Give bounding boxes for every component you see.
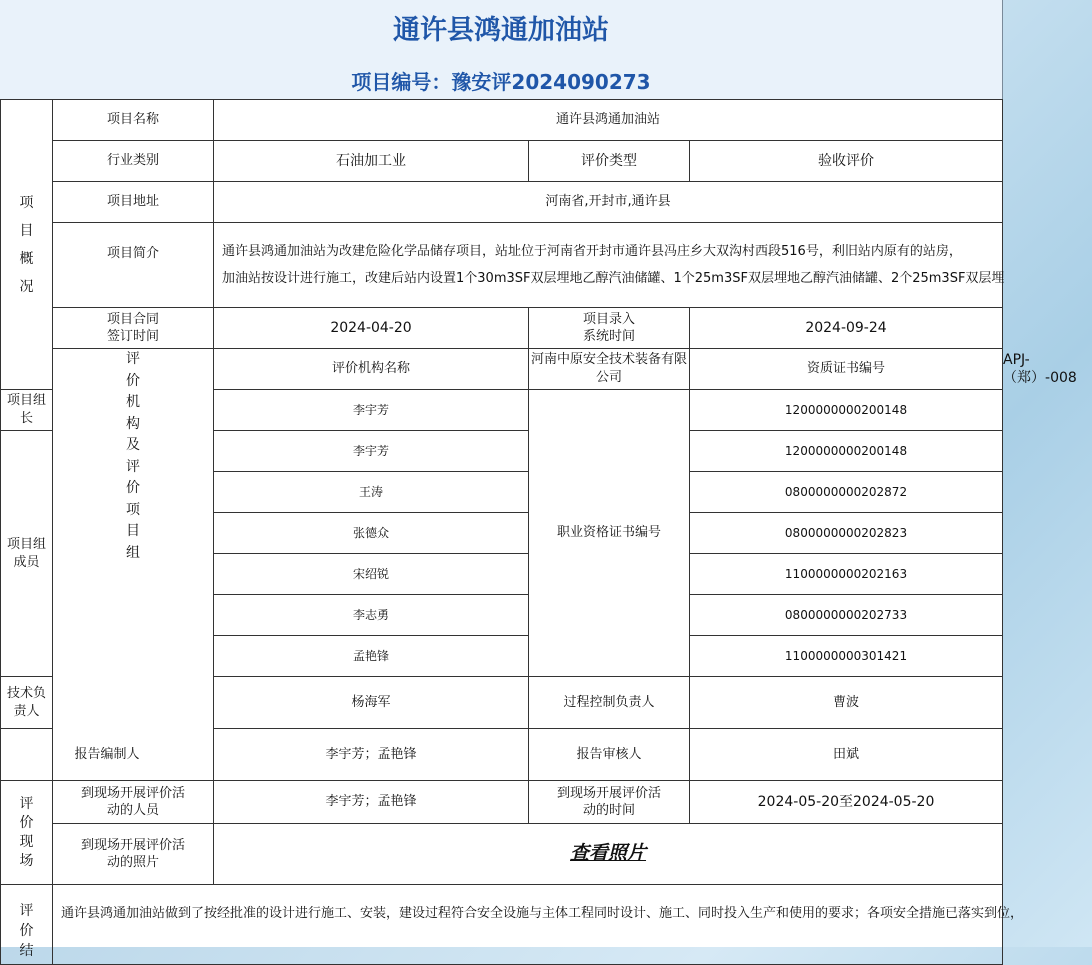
member-cert: 1100000000202163	[690, 554, 1003, 595]
report-header	[0, 0, 1002, 100]
prof-cert-label: 职业资格证书编号	[529, 390, 690, 677]
entry-date-label: 项目录入系统时间	[529, 308, 690, 349]
member-name: 宋绍锐	[214, 554, 529, 595]
page-title: 通许县鸿通加油站	[393, 15, 609, 46]
member-name: 孟艳锋	[214, 636, 529, 677]
intro-value	[214, 223, 1003, 308]
site-time-label: 到现场开展评价活动的时间	[529, 781, 690, 824]
industry-value: 石油加工业	[214, 141, 529, 182]
section-org-label: 评价机构及评价项目组	[53, 349, 214, 781]
tech-lead-value: 杨海军	[214, 677, 529, 729]
contract-date-label: 项目合同签订时间	[53, 308, 214, 349]
report-author-label: 报告编制人	[1, 729, 214, 781]
member-cert: 0800000000202823	[690, 513, 1003, 554]
site-photos-label: 到现场开展评价活动的照片	[53, 824, 214, 885]
member-cert: 0800000000202733	[690, 595, 1003, 636]
member-name: 王涛	[214, 472, 529, 513]
member-cert: 1200000000200148	[690, 431, 1003, 472]
entry-date-value: 2024-09-24	[690, 308, 1003, 349]
project-name-value: 通许县鸿通加油站	[214, 100, 1003, 141]
industry-label: 行业类别	[53, 141, 214, 182]
report-author-value: 李宇芳；孟艳锋	[214, 729, 529, 781]
member-name: 李志勇	[214, 595, 529, 636]
report-reviewer-value: 田斌	[690, 729, 1003, 781]
member-name: 李宇芳	[214, 431, 529, 472]
section-conclusion-label: 评价结	[1, 885, 53, 965]
intro-label: 项目简介	[53, 223, 214, 308]
intro-line-1: 通许县鸿通加油站为改建危险化学品储存项目，站址位于河南省开封市通许县冯庄乡大双沟村西段516号，利旧站内原有的站房，	[222, 244, 962, 259]
contract-date-value: 2024-04-20	[214, 308, 529, 349]
section-overview-label: 项目概况	[1, 100, 53, 390]
site-people-label: 到现场开展评价活动的人员	[53, 781, 214, 824]
eval-type-label: 评价类型	[529, 141, 690, 182]
site-people-value: 李宇芳；孟艳锋	[214, 781, 529, 824]
report-reviewer-label: 报告审核人	[529, 729, 690, 781]
site-photos-cell	[214, 824, 1003, 885]
section-site-label: 评价现场	[1, 781, 53, 885]
member-cert: 0800000000202872	[690, 472, 1003, 513]
team-leader-label: 项目组长	[1, 390, 53, 431]
tech-lead-label: 技术负责人	[1, 677, 53, 729]
project-info-table: 项目概况 项目名称 通许县鸿通加油站 行业类别 石油加工业 评价类型 验收评价 项目地址 河南省,开封市,通许县 项目简介 通许县鸿通加油站为改建危险化学品储存项目，站址位于河南省开封市通许县冯庄乡大双沟村西段516号，利旧站内原有的站房， 加油站按设计进行施工，改建后站内设置1个30m3SF双层埋地乙醇汽油储罐、1个25m3SF双层埋地乙醇汽油储罐、2个25m3SF双层埋 项目合同签订时间 2024-04-20 项目录入系统时间 2024-09-24 评价机构及评价项目组 评价机构名称 河南中原安全技术装备有限公司 资质证书编号 APJ-（郑）-008 项目组长 李宇芳 职业资格证书编号 1200000000200148 项目组成员 李宇芳 1200000000200148 王涛 0800000000202872 张德众 0800000000202823 宋绍锐 1100000000202163 李志勇 0800000000202733 孟艳锋 1100000000301421 技术负责人 杨海军 过程控制负责人 曹波 报告编制人 李宇芳；孟艳锋 报告审核人 田斌 评价现场 到现场开展评价活动的人员 李宇芳；孟艳锋 到现场开展评价活动的时间 2024-05-20至2024-05-20 到现场开展评价活动的照片 查看照片 评价结 通许县鸿通加油站做到了按经批准的设计进行施工、安装，建设过程符合安全设施与主体工程同时设计、施工、同时投入生产和使用的要求；各项安全措施已落实到位，	[0, 99, 1003, 965]
process-lead-label: 过程控制负责人	[529, 677, 690, 729]
address-label: 项目地址	[53, 182, 214, 223]
team-leader-cert: 1200000000200148	[690, 390, 1003, 431]
team-leader-name: 李宇芳	[214, 390, 529, 431]
process-lead-value: 曹波	[690, 677, 1003, 729]
conclusion-text: 通许县鸿通加油站做到了按经批准的设计进行施工、安装，建设过程符合安全设施与主体工程同时设计、施工、同时投入生产和使用的要求；各项安全措施已落实到位，	[53, 885, 1003, 965]
team-members-label: 项目组成员	[1, 431, 53, 677]
qual-cert-label: 资质证书编号	[690, 349, 1003, 390]
intro-line-2: 加油站按设计进行施工，改建后站内设置1个30m3SF双层埋地乙醇汽油储罐、1个25m3SF双层埋地乙醇汽油储罐、2个25m3SF双层埋	[222, 271, 1005, 286]
view-photos-link[interactable]: 查看照片	[570, 841, 647, 864]
project-code: 项目编号：豫安评2024090273	[351, 70, 651, 94]
site-time-value: 2024-05-20至2024-05-20	[690, 781, 1003, 824]
address-value: 河南省,开封市,通许县	[214, 182, 1003, 223]
agency-value: 河南中原安全技术装备有限公司	[529, 349, 690, 390]
eval-type-value: 验收评价	[690, 141, 1003, 182]
member-cert: 1100000000301421	[690, 636, 1003, 677]
member-name: 张德众	[214, 513, 529, 554]
agency-label: 评价机构名称	[214, 349, 529, 390]
project-name-label: 项目名称	[53, 100, 214, 141]
